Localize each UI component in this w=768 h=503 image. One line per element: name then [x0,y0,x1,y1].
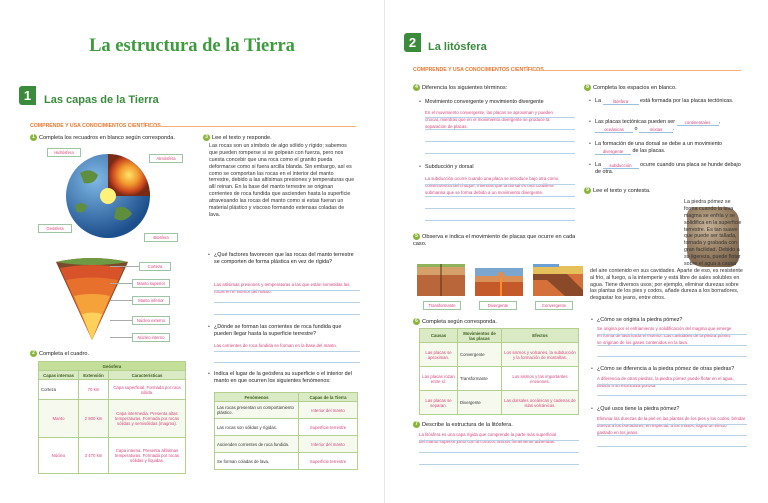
pumice-question-1: • ¿Cómo se origina la piedra pómez? [597,317,743,324]
pumice-answer-2: A diferencia de otras piedras, la piedra pómez puede flotar en el agua, debido a su estructura porosa. [597,376,734,388]
activity-8-prompt: 8 Completa los espacios en blanco. [584,84,744,92]
plate-causes-table [419,328,579,415]
table-row: Las placas rozan entre sí. Transformante Los sismos y las importantes erosiones. [420,367,579,391]
activity-number: 2 [30,350,37,357]
activity-number: 8 [584,84,591,91]
earth-label-1: Hidrósfera [47,148,81,157]
fill-blank-4: • La subducción ocurre cuando una placa se hunde debajo de otra. [595,162,745,176]
table-header: Características [109,371,186,380]
activity-number: 5 [413,233,420,240]
activity-2-prompt: 2 Completa el cuadro. [30,350,190,358]
question-2: • ¿Dónde se forman las corrientes de roca fundida que pueden llegar hasta la superficie terrestre? [214,324,356,338]
pumice-question-3: • ¿Qué usos tiene la piedra pómez? [597,406,743,413]
activity-number: 6 [413,318,420,325]
table-row: Las rocas presentan un comportamiento plástico. Interior del manto [215,402,358,419]
table-row: Ascienden corrientes de roca fundida. Interior del manto [215,436,358,453]
pumice-question-2: • ¿Cómo se diferencia a la piedra pómez de otras piedras? [597,366,743,373]
table-row: Corteza 70 km Capa superficial. Formada por roca sólida. [39,380,186,400]
divergent-plates-diagram [475,268,523,296]
answer-activity-7: La litósfera es una capa rígida que comprende la parte más superficial del manto superior junto con la corteza, ambos firmemente adheridas. [419,432,556,444]
layer-label-3: Manto inferior [132,296,170,305]
table-row: Manto 2 800 km Capa intermedia. Presenta altas temperaturas. Formada por rocas sólidas y semisólidas (magma). [39,400,186,438]
geosphere-table [38,361,186,474]
section-header: COMPRENDE Y USA CONOCIMIENTOS CIENTÍFICOS [30,123,161,129]
answer-term-pair-2: La subducción ocurre cuando una placa se introduce bajo otra como consecuencia del choque, mientras que la dorsal es una cordillera submarina que se forma debido a un movimiento divergente. [425,176,559,195]
table-header: Capas de la Tierra [299,393,358,402]
unit-title: La litósfera [428,41,487,53]
reading-text: Las rocas son un símbolo de algo sólido y rígido; sabemos que pueden romperse si se golpean con fuerza, pero nos cuesta concebir que una roca como el granito pueda deformarse como si fuera arcilla blanda. Sin embargo, así es como se comportan las rocas en el interior del manto terrestre, debido a las altísimas presiones y temperaturas que allí reinan. En la base del manto terrestre se originan corrientes de roca fundida que ascienden hasta la superficie atravesando las rocas del manto como si estas fueran un material plástico y viscoso formando extensas coladas de lava. [209,143,355,218]
right-page [384,0,768,503]
earth-layers-cone [52,256,132,342]
activity-3-prompt: 3 Lee el texto y responde. [203,134,363,142]
fill-blank-2: • Las placas tectónicas pueden ser continentales , oceánicas o mixtas . [595,119,745,133]
table-group-header: Geósfera [39,362,186,371]
activity-5-prompt: 5 Observa e indica el movimiento de placas que ocurre en cada caso. [413,233,576,248]
section-header: COMPRENDE Y USA CONOCIMIENTOS CIENTÍFICOS [413,67,544,73]
pumice-answer-1: Se origina por el enfriamiento y solidificación del magma que emerge en forma de lava hacia el exterior. Las cavidades de la piedra pómez se originan de los gases contenidos en la lava. [597,326,732,345]
layer-label-2: Manto superior [132,279,170,288]
activity-number: 3 [203,134,210,141]
answer-2: Las corrientes de roca fundida se forman en la base del manto. [214,343,338,348]
plate-movement-diagrams [417,258,583,298]
table-row: Las placas se aproximan. Convergente Los sismos y volcanes, la subducción y la formación de montañas. [420,343,579,367]
activity-number: 1 [30,134,37,141]
activity-number: 9 [584,187,591,194]
activity-9-prompt: 9 Lee el texto y contesta. [584,187,744,195]
activity-4-prompt: 4 Diferencia los siguientes términos: [413,84,583,92]
table-row: Se forman coladas de lava. Superficie terrestre [215,453,358,470]
layer-label-1: Corteza [139,262,171,271]
table-row: Las placas se separan. Divergente Las dorsales oceánicas y cadenas de islas volcánicas. [420,391,579,415]
reading-text-pumice: La piedra pómez se forma cuando la lava magma se enfría y se solidifica en la superficie terrestre. Es tan suave que puede ser tallada, tornada y grabada con gran facilidad. Debido a su ligereza, puede flotar sobre el agua a causa del aire contenido en sus cavidades. Aparte de eso, es resistente al frío, al fuego, a la intemperie y está libre de sales solubles en agua. Tiene diversos usos; por ejemplo, eliminar durezas sobre las plantas de los pies y codos, añade dureza a los borradores, desgastar los jeans, entre otros. [590,199,743,302]
layer-label-4: Núcleo externo [132,316,170,325]
table-header: Fenómenos [215,393,299,402]
term-pair-2: • Subducción y dorsal [425,164,575,171]
earth-label-2: Atmósfera [149,154,183,163]
earth-label-4: Biosfera [144,233,178,242]
table-header: Movimientos de las placas [458,329,502,343]
earth-label-3: Geósfera [38,224,72,233]
movement-label-2: Divergente [479,301,517,310]
convergent-plates-diagram [533,264,583,296]
section-header-rule [148,126,356,127]
activity-1-prompt: 1 Completa los recuadros en blanco según corresponda. [30,134,202,142]
term-pair-1: • Movimiento convergente y movimiento divergente [425,99,575,106]
transform-plates-diagram [417,264,465,296]
question-3: • Indica el lugar de la geósfera su superficie o el interior del manto en que ocurren los siguientes fenómenos: [214,371,356,385]
activity-6-prompt: 6 Completa según corresponda. [413,318,583,326]
activity-number: 4 [413,84,420,91]
movement-label-1: Transformante [423,301,461,310]
pumice-answer-3: Eliminar las durezas de la piel en las plantas de los pies y los codos, brindar dureza a los borradores, en especial, a los mixtos, lograr un efecto gastado en los jeans. [597,416,746,435]
unit-number-badge: 2 [404,33,421,52]
table-row: Núcleo 3 470 km Capa interna. Presenta altísimas temperaturas. Formada por rocas sólidas y líquidas. [39,438,186,474]
table-header: Extensión [79,371,109,380]
table-header: Capas internas [39,371,79,380]
activity-7-prompt: 7 Describe la estructura de la litósfera. [413,421,583,429]
answer-1: Las altísimas presiones y temperaturas a las que están sometidas las rocas en el interior del manto. [214,282,350,294]
fill-blank-1: • La litósfera está formada por las placas tectónicas. [595,98,745,105]
unit-title: Las capas de la Tierra [44,94,159,106]
table-row: Las rocas son sólidas y rígidas. Superficie terrestre [215,419,358,436]
section-header-rule [531,70,741,71]
table-header: Causas [420,329,458,343]
question-1: • ¿Qué factores favorecen que las rocas del manto terrestre se comporten de forma plástica en vez de rígida? [214,252,356,266]
layer-label-5: Núcleo interno [132,333,170,342]
fill-blank-3: • La formación de una dorsal se debe a un movimiento divergente de las placas. [595,141,745,155]
table-header: Efectos [502,329,579,343]
page-title: La estructura de la Tierra [89,36,295,56]
movement-label-3: Convergente [535,301,573,310]
activity-number: 7 [413,421,420,428]
unit-number-badge: 1 [19,86,36,105]
answer-term-pair-1: En el movimiento convergente, las placas se aproximan y pueden chocar, mientras que en el movimiento divergente se produce la separación de placas. [425,110,553,129]
phenomena-table [214,392,358,470]
